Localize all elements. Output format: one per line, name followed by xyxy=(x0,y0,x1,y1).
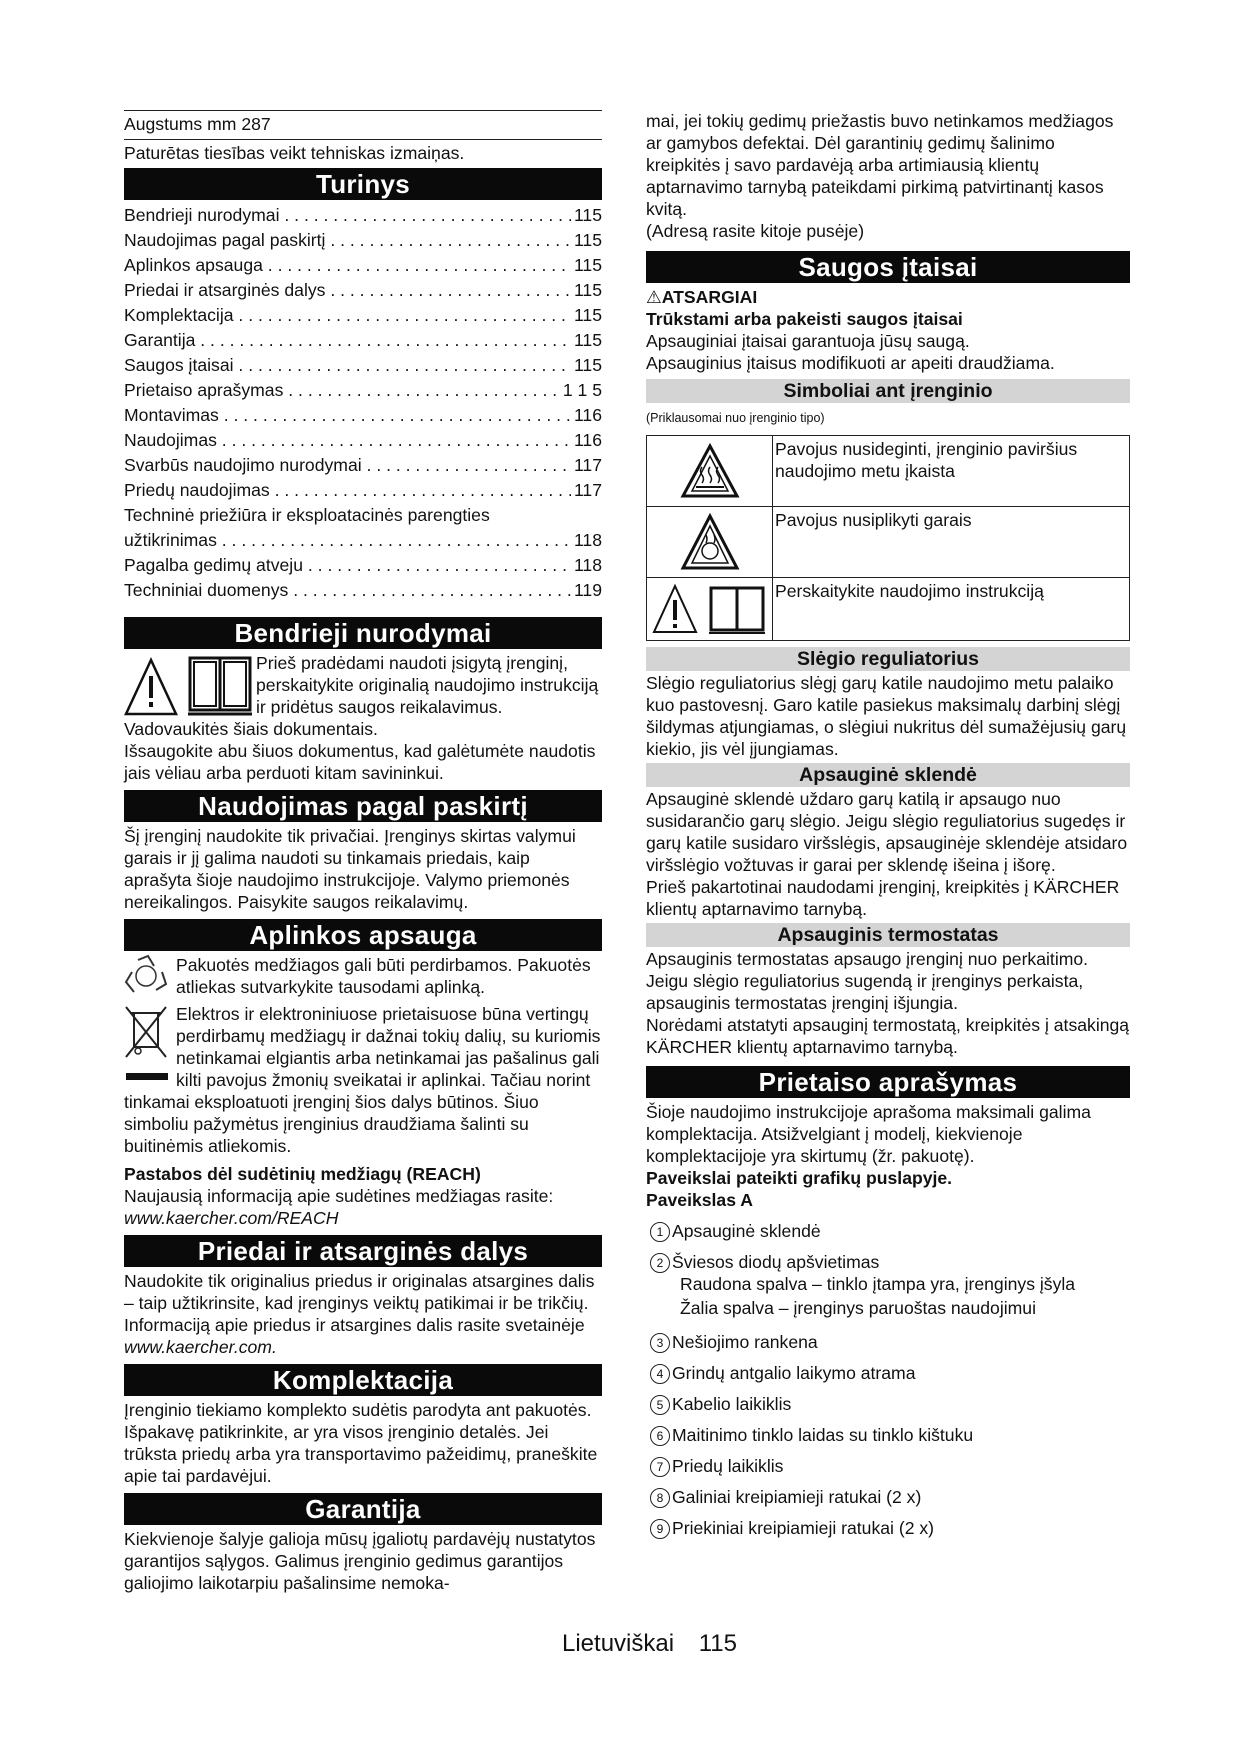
paragraph: Šioje naudojimo instrukcijoje aprašoma maksimali galima komplektacija. Atsižvelgiant į modelį, kiekvienoje komplektacijoje yra skirtumų (žr. pakuotę). xyxy=(646,1102,1091,1166)
toc-entry[interactable]: Naudojimas . . . 116 xyxy=(124,428,602,453)
toc-entry[interactable]: Prietaiso aprašymas . . . 1 1 5 xyxy=(124,378,602,403)
right-column xyxy=(646,110,1130,1539)
paragraph: Apsauginis termostatas apsaugo įrenginį nuo perkaitimo. Jeigu slėgio reguliatorius sugendą ir įrenginys perkaista, apsauginis termostatas įrenginį išjungia. xyxy=(646,949,1089,1013)
table-of-contents xyxy=(124,203,602,603)
callout-number: 2 xyxy=(650,1253,670,1273)
toc-entry[interactable]: Komplektacija . . . 115 xyxy=(124,303,602,328)
toc-entry[interactable]: Priedai ir atsarginės dalys . . . 115 xyxy=(124,278,602,303)
paragraph: (Adresą rasite kitoje pusėje) xyxy=(646,221,865,241)
toc-entry[interactable]: Naudojimas pagal paskirtį . . . 115 xyxy=(124,228,602,253)
toc-entry[interactable]: Techniniai duomenys . . . 119 xyxy=(124,578,602,603)
warning-and-manual-icons xyxy=(124,652,256,718)
list-item: 9 Priekiniai kreipiamieji ratukai (2 x) xyxy=(646,1517,1130,1539)
toc-entry[interactable]: Pagalba gedimų atveju . . . 118 xyxy=(124,553,602,578)
toc-entry[interactable]: Svarbūs naudojimo nurodymai . . . 117 xyxy=(124,453,602,478)
callout-number: 9 xyxy=(650,1519,670,1539)
manual-book-icon xyxy=(188,658,252,714)
paragraph: Apsauginiai įtaisai garantuoja jūsų saugą. xyxy=(646,331,970,351)
weee-text: Elektros ir elektroniniuose prietaisuose būna vertingų perdirbamų medžiagų ir dažnai tokių dalių, su kuriomis netinkamai elgiantis arba netinkamai jas pašalinus gali kilti pavojus žmonių sveikatai ir aplinkai. Tačiau norint tinkamai eksploatuoti įrenginį šios dalys būtinos. Šiuo simboliu pažymėtus įrenginius draudžiama šalinti su buitinėmis atliekomis. xyxy=(124,1004,601,1156)
subsection-title-symbols: Simboliai ant įrenginio xyxy=(646,379,1130,403)
callout-number: 6 xyxy=(650,1426,670,1446)
paragraph: mai, jei tokių gedimų priežastis buvo netinkamos medžiagos ar gamybos defektai. Dėl garantinių gedimų šalinimo kreipkitės į savo pardavėją arba artimiausią klientų aptarnavimo tarnybą pateikdami pirkimą patvirtinantį kasos kvitą. xyxy=(646,111,1114,219)
paragraph: Šį įrenginį naudokite tik privačiai. Įrenginys skirtas valymui garais ir jį galima naudoti su tinkamais priedais, kaip aprašyta šioje naudojimo instrukcijoje. Valymo priemonės nereikalingos. Paisykite saugos reikalavimų. xyxy=(124,826,576,912)
recycling-icon xyxy=(124,954,176,1003)
recycle-text: Pakuotės medžiagos gali būti perdirbamos. Pakuotės atliekas sutvarkykite tausodami aplinką. xyxy=(176,955,591,997)
table-row: Pavojus nusiplikyti garais xyxy=(647,506,1129,577)
list-item: 4 Grindų antgalio laikymo atrama xyxy=(646,1362,1130,1384)
figure-legend xyxy=(646,1220,1130,1539)
led-green-state: Žalia spalva – įrenginys paruoštas naudojimui xyxy=(680,1298,1036,1318)
toc-entry[interactable]: Priedų naudojimas . . . 117 xyxy=(124,478,602,503)
toc-entry[interactable]: Techninė priežiūra ir eksploatacinės parengties užtikrinimas . . . 118 xyxy=(124,503,602,553)
caution-label: ⚠ATSARGIAI xyxy=(646,287,758,307)
reach-link[interactable]: www.kaercher.com/REACH xyxy=(124,1208,339,1228)
section-title-intended-use: Naudojimas pagal paskirtį xyxy=(124,790,602,822)
paragraph: Kiekvienoje šalyje galioja mūsų įgaliotų pardavėjų nustatytos garantijos sąlygos. Galimus įrenginio gedimus garantijos galiojimo laikotarpiu pašalinsime nemoka- xyxy=(124,1529,596,1593)
callout-number: 5 xyxy=(650,1395,670,1415)
paragraph: Slėgio reguliatorius slėgį garų katile naudojimo metu palaiko kuo pastovesnį. Garo katile pasiekus maksimalų darbinį slėgį šildymas atjungiamas, o slėgiui nukritus dėl sumažėjusių garų kiekio, jis vėl įjungiamas. xyxy=(646,673,1127,759)
paragraph: Įrenginio tiekiamo komplekto sudėtis parodyta ant pakuotės. Išpakavę patikrinkite, ar yra visos įrenginio detalės. Jei trūksta priedų arba yra transportavimo pažeidimų, praneškite apie tai pardavėjui. xyxy=(124,1400,598,1486)
recycle-notice xyxy=(124,954,602,1003)
toc-title: Turinys xyxy=(124,168,602,200)
section-title-scope: Komplektacija xyxy=(124,1364,602,1396)
list-item: 3 Nešiojimo rankena xyxy=(646,1331,1130,1353)
led-red-state: Raudona spalva – tinklo įtampa yra, įrenginys įšyla xyxy=(680,1274,1076,1294)
footer-language: Lietuviškai xyxy=(562,1630,675,1657)
paragraph: Naudokite tik originalius priedus ir originalas atsargines dalis – taip užtikrinsite, kad įrenginys veiktų patikimai ir be trikčių. xyxy=(124,1271,595,1313)
subsection-title-safety-valve: Apsauginė sklendė xyxy=(646,763,1130,787)
reach-title: Pastabos dėl sudėtinių medžiagų (REACH) xyxy=(124,1164,481,1184)
section-title-safety-devices: Saugos įtaisai xyxy=(646,251,1130,283)
figure-label: Paveikslas A xyxy=(646,1190,753,1210)
steam-scald-warning-icon xyxy=(647,507,773,577)
section-title-general: Bendrieji nurodymai xyxy=(124,617,602,649)
symbols-note: (Priklausomai nuo įrenginio tipo) xyxy=(646,411,825,425)
left-column xyxy=(124,110,602,1594)
callout-number: 4 xyxy=(650,1364,670,1384)
subsection-title-thermostat: Apsauginis termostatas xyxy=(646,923,1130,947)
manual-notice-text: Prieš pradėdami naudoti įsigytą įrenginį, perskaitykite originalią naudojimo instrukciją ir pridėtus saugos reikalavimus. xyxy=(256,653,599,717)
paragraph: Apsauginius įtaisus modifikuoti ar apeiti draudžiama. xyxy=(646,353,1055,373)
manual-notice xyxy=(124,652,602,718)
header-line-2: Paturētas tiesības veikt tehniskas izmaiņas. xyxy=(124,139,602,164)
toc-entry[interactable]: Bendrieji nurodymai . . . 115 xyxy=(124,203,602,228)
section-title-environment: Aplinkos apsauga xyxy=(124,919,602,951)
read-manual-icon xyxy=(647,578,773,640)
paragraph: Vadovaukitės šiais dokumentais. xyxy=(124,719,378,739)
toc-entry[interactable]: Montavimas . . . 116 xyxy=(124,403,602,428)
section-title-warranty: Garantija xyxy=(124,1493,602,1525)
toc-entry[interactable]: Garantija . . . 115 xyxy=(124,328,602,353)
page-number: 115 xyxy=(698,1630,737,1657)
paragraph: Apsauginė sklendė uždaro garų katilą ir apsaugo nuo susidarančio garų slėgio. Jeigu slėgio reguliatorius sugedęs ir garų katile susidaro viršslėgis, apsauginėje sklendėje atsidaro viršslėgio vožtuvas ir garai per sklendę išeina į išorę. xyxy=(646,789,1128,875)
hot-surface-warning-icon xyxy=(647,436,773,506)
callout-number: 3 xyxy=(650,1333,670,1353)
warning-triangle-icon xyxy=(126,660,176,714)
weee-notice xyxy=(124,1003,602,1157)
list-item: 7 Priedų laikiklis xyxy=(646,1455,1130,1477)
paragraph: Norėdami atstatyti apsauginį termostatą, kreipkitės į atsakingą KÄRCHER klientų aptarnavimo tarnybą. xyxy=(646,1015,1130,1057)
paragraph: Išsaugokite abu šiuos dokumentus, kad galėtumėte naudotis jais vėliau arba perduoti kitam savininkui. xyxy=(124,741,596,783)
list-item: 5 Kabelio laikiklis xyxy=(646,1393,1130,1415)
figures-note: Paveikslai pateikti grafikų puslapyje. xyxy=(646,1168,953,1188)
kaercher-link[interactable]: www.kaercher.com. xyxy=(124,1337,277,1357)
paragraph: Informaciją apie priedus ir atsargines dalis rasite svetainėje www.kaercher.com. xyxy=(124,1315,585,1357)
section-title-accessories: Priedai ir atsarginės dalys xyxy=(124,1235,602,1267)
table-row: Perskaitykite naudojimo instrukciją xyxy=(647,577,1129,640)
callout-number: 7 xyxy=(650,1457,670,1477)
page-footer xyxy=(562,1630,737,1658)
paragraph: Naujausią informaciją apie sudėtines medžiagas rasite: xyxy=(124,1186,554,1206)
list-item: 1 Apsauginė sklendė xyxy=(646,1220,1130,1242)
callout-number: 8 xyxy=(650,1488,670,1508)
section-title-device-description: Prietaiso aprašymas xyxy=(646,1066,1130,1098)
table-row: Pavojus nusideginti, įrenginio paviršius naudojimo metu įkaista xyxy=(647,436,1129,506)
symbols-table xyxy=(646,435,1130,641)
caution-subtitle: Trūkstami arba pakeisti saugos įtaisai xyxy=(646,309,963,329)
header-line-1: Augstums mm 287 xyxy=(124,110,602,135)
callout-number: 1 xyxy=(650,1222,670,1242)
list-item: 6 Maitinimo tinklo laidas su tinklo kištuku xyxy=(646,1424,1130,1446)
crossed-bin-icon xyxy=(124,1003,176,1091)
paragraph: Prieš pakartotinai naudodami įrenginį, kreipkitės į KÄRCHER klientų aptarnavimo tarnybą. xyxy=(646,877,1120,919)
list-item: 8 Galiniai kreipiamieji ratukai (2 x) xyxy=(646,1486,1130,1508)
list-item: 2 Šviesos diodų apšvietimas xyxy=(646,1251,1130,1273)
subsection-title-pressure-regulator: Slėgio reguliatorius xyxy=(646,647,1130,671)
toc-entry[interactable]: Saugos įtaisai . . . 115 xyxy=(124,353,602,378)
toc-entry[interactable]: Aplinkos apsauga . . . 115 xyxy=(124,253,602,278)
